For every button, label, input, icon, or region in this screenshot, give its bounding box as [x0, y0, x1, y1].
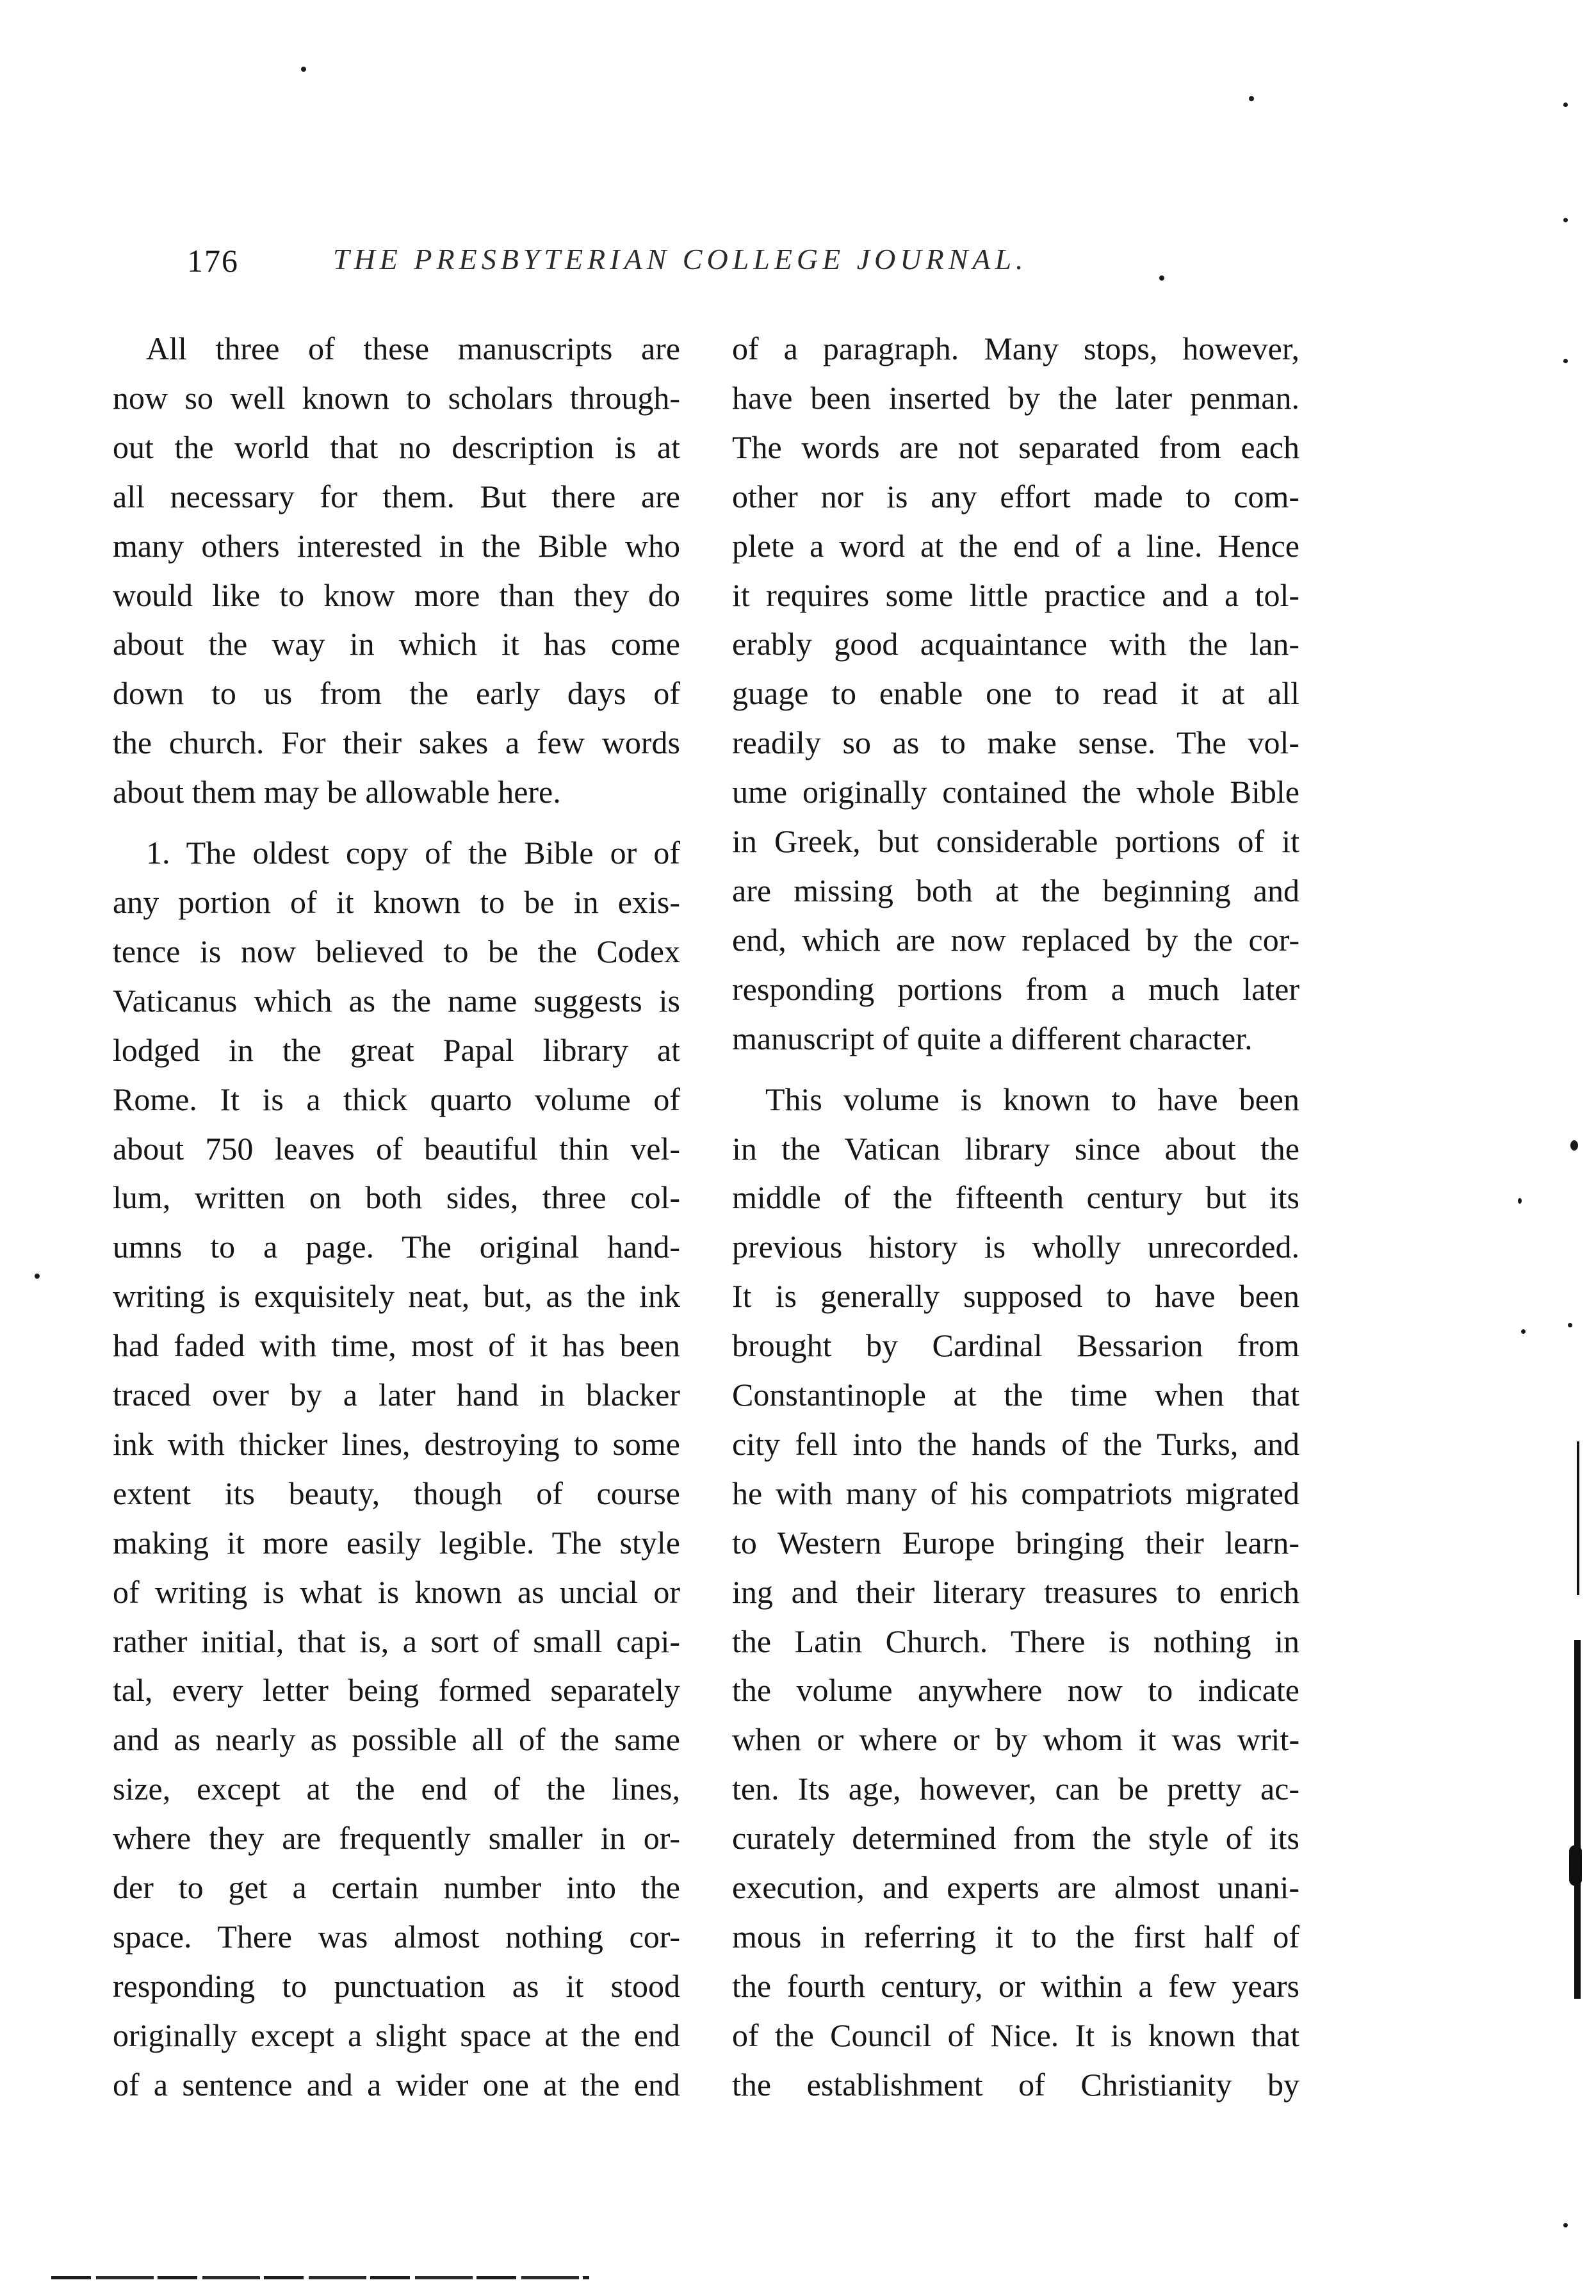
text-line: originally except a slight space at the end — [113, 2017, 680, 2053]
text-line: had faded with time, most of it has been — [113, 1327, 680, 1364]
edge-mark — [1574, 1640, 1581, 1999]
text-line: extent its beauty, though of course — [113, 1475, 680, 1511]
text-line: it requires some little practice and a tol- — [732, 577, 1299, 613]
bottom-rule — [51, 2276, 589, 2279]
page-number: 176 — [187, 243, 239, 279]
text-line: the Latin Church. There is nothing in — [732, 1623, 1299, 1659]
text-line: guage to enable one to read it at all — [732, 675, 1299, 712]
text-line: of writing is what is known as uncial or — [113, 1573, 680, 1610]
right-column — [732, 324, 1299, 2110]
text-line: when or where or by whom it was writ- — [732, 1721, 1299, 1758]
text-line: curately determined from the style of its — [732, 1820, 1299, 1857]
text-line: city fell into the hands of the Turks, and — [732, 1425, 1299, 1462]
left-column-paragraph — [113, 324, 680, 817]
text-line: of the Council of Nice. It is known that — [732, 2017, 1299, 2053]
text-line: lum, written on both sides, three col- — [113, 1179, 680, 1216]
text-line: have been inserted by the later penman. — [732, 379, 1299, 416]
text-line: about them may be allowable here. — [113, 774, 561, 810]
scan-speck — [1521, 1329, 1526, 1334]
text-line: other nor is any effort made to com- — [732, 478, 1299, 514]
text-line: ume originally contained the whole Bible — [732, 774, 1299, 810]
left-column-paragraph — [113, 828, 680, 2110]
text-line: the fourth century, or within a few years — [732, 1967, 1299, 2004]
text-line: ink with thicker lines, destroying to some — [113, 1425, 680, 1462]
running-head: THE PRESBYTERIAN COLLEGE JOURNAL. — [333, 243, 1028, 275]
text-line: It is generally supposed to have been — [732, 1278, 1299, 1315]
text-line: The words are not separated from each — [732, 429, 1299, 465]
text-line: of a sentence and a wider one at the end — [113, 2066, 680, 2103]
text-line: would like to know more than they do — [113, 577, 680, 613]
scan-speck — [35, 1274, 40, 1279]
edge-mark — [1569, 1845, 1582, 1886]
right-column-paragraph — [732, 324, 1299, 1063]
text-line: where they are frequently smaller in or- — [113, 1820, 680, 1857]
text-line: rather initial, that is, a sort of small capi- — [113, 1623, 680, 1659]
text-line: writing is exquisitely neat, but, as the ink — [113, 1278, 680, 1315]
left-column — [113, 324, 680, 2110]
text-line: down to us from the early days of — [113, 675, 680, 712]
text-line: Vaticanus which as the name suggests is — [113, 982, 680, 1019]
text-line: execution, and experts are almost unani- — [732, 1869, 1299, 1906]
scan-speck — [1518, 1198, 1522, 1204]
text-line: Rome. It is a thick quarto volume of — [113, 1081, 680, 1117]
text-line: 1. The oldest copy of the Bible or of — [146, 835, 680, 871]
text-line: brought by Cardinal Bessarion from — [732, 1327, 1299, 1364]
scan-speck — [1563, 218, 1568, 222]
text-line: lodged in the great Papal library at — [113, 1031, 680, 1068]
text-line: erably good acquaintance with the lan- — [732, 626, 1299, 662]
scan-speck — [1563, 2223, 1568, 2227]
text-line: This volume is known to have been — [765, 1081, 1299, 1117]
text-line: space. There was almost nothing cor- — [113, 1919, 680, 1955]
text-line: and as nearly as possible all of the same — [113, 1721, 680, 1758]
scan-speck — [1563, 359, 1568, 363]
text-line: the church. For their sakes a few words — [113, 725, 680, 761]
text-line: responding portions from a much later — [732, 971, 1299, 1007]
text-line: ing and their literary treasures to enrich — [732, 1573, 1299, 1610]
text-line: about 750 leaves of beautiful thin vel- — [113, 1130, 680, 1167]
text-line: tal, every letter being formed separately — [113, 1672, 680, 1709]
text-line: All three of these manuscripts are — [146, 331, 680, 366]
text-line: the volume anywhere now to indicate — [732, 1672, 1299, 1709]
text-line: he with many of his compatriots migrated — [732, 1475, 1299, 1511]
text-line: of a paragraph. Many stops, however, — [732, 331, 1299, 366]
text-line: making it more easily legible. The style — [113, 1524, 680, 1561]
text-line: tence is now believed to be the Codex — [113, 933, 680, 969]
text-line: in Greek, but considerable portions of it — [732, 823, 1299, 860]
text-line: manuscript of quite a different character. — [732, 1020, 1253, 1056]
text-line: about the way in which it has come — [113, 626, 680, 662]
text-line: previous history is wholly unrecorded. — [732, 1229, 1299, 1265]
text-line: in the Vatican library since about the — [732, 1130, 1299, 1167]
scan-speck — [1570, 1140, 1578, 1151]
edge-mark — [1577, 1441, 1579, 1595]
scan-speck — [1249, 96, 1254, 101]
text-line: readily so as to make sense. The vol- — [732, 725, 1299, 761]
text-line: to Western Europe bringing their learn- — [732, 1524, 1299, 1561]
text-line: ten. Its age, however, can be pretty ac- — [732, 1771, 1299, 1807]
text-line: the establishment of Christianity by — [732, 2066, 1299, 2103]
scan-speck — [301, 67, 306, 72]
text-line: end, which are now replaced by the cor- — [732, 921, 1299, 958]
text-line: out the world that no description is at — [113, 429, 680, 465]
text-line: size, except at the end of the lines, — [113, 1771, 680, 1807]
text-line: traced over by a later hand in blacker — [113, 1377, 680, 1413]
text-line: Constantinople at the time when that — [732, 1377, 1299, 1413]
text-line: umns to a page. The original hand- — [113, 1229, 680, 1265]
text-line: now so well known to scholars through- — [113, 379, 680, 416]
scan-speck — [1568, 1323, 1572, 1327]
text-line: der to get a certain number into the — [113, 1869, 680, 1906]
scan-speck — [1563, 102, 1568, 107]
text-line: are missing both at the beginning and — [732, 872, 1299, 908]
right-column-paragraph — [732, 1075, 1299, 2110]
scan-speck — [1159, 275, 1164, 281]
text-line: plete a word at the end of a line. Hence — [732, 527, 1299, 564]
text-line: middle of the fifteenth century but its — [732, 1179, 1299, 1216]
text-line: many others interested in the Bible who — [113, 527, 680, 564]
text-line: any portion of it known to be in exis- — [113, 883, 680, 920]
text-line: all necessary for them. But there are — [113, 478, 680, 514]
text-line: mous in referring it to the first half of — [732, 1919, 1299, 1955]
text-line: responding to punctuation as it stood — [113, 1967, 680, 2004]
